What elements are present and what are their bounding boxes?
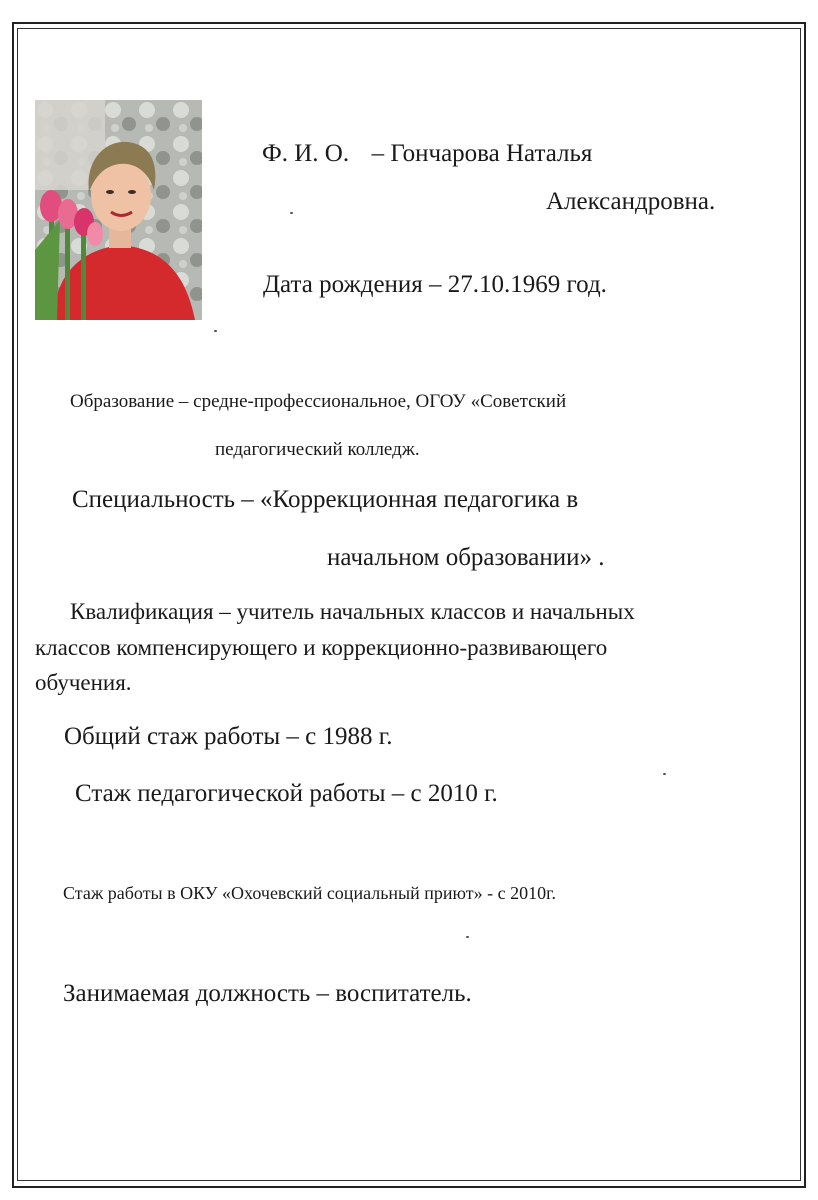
- fio-patronymic: Александровна.: [546, 188, 716, 215]
- fio-dash: –: [371, 140, 385, 167]
- specialty-line-2: начальном образовании» .: [327, 544, 605, 571]
- portrait-image: [35, 100, 202, 320]
- specialty-line-1: Специальность – «Коррекционная педагогика в: [72, 486, 579, 513]
- shelter-experience: Стаж работы в ОКУ «Охочевский социальный приют» - с 2010г.: [63, 883, 556, 903]
- total-experience: Общий стаж работы – с 1988 г.: [64, 723, 393, 750]
- fio-line: [262, 140, 592, 168]
- fio-label: Ф. И. О.: [262, 140, 350, 167]
- scan-speck: [466, 936, 469, 938]
- current-position: Занимаемая должность – воспитатель.: [63, 980, 472, 1007]
- education-line-2: педагогический колледж.: [215, 439, 420, 460]
- qualification-line-1: Квалификация – учитель начальных классов и начальных: [70, 599, 635, 624]
- qualification-line-3: обучения.: [35, 670, 132, 695]
- scan-speck: [290, 212, 293, 214]
- scan-speck: [214, 330, 217, 332]
- qualification-line-2: классов компенсирующего и коррекционно-развивающего: [35, 635, 608, 660]
- birth-date: Дата рождения – 27.10.1969 год.: [263, 271, 607, 298]
- fio-name: Гончарова Наталья: [390, 140, 593, 167]
- portrait-photo: [35, 100, 202, 320]
- education-line-1: Образование – средне-профессиональное, ОГОУ «Советский: [70, 391, 567, 412]
- scan-speck: [663, 773, 666, 775]
- pedagogical-experience: Стаж педагогической работы – с 2010 г.: [75, 780, 498, 807]
